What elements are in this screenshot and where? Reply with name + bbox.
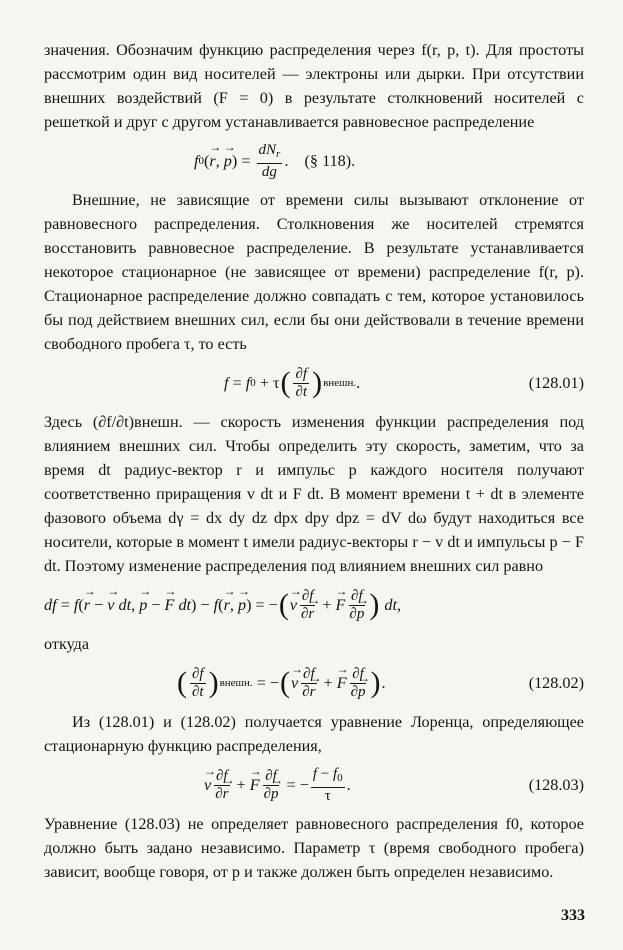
- equation-df: [44, 580, 584, 630]
- equation-f0-ref: (§ 118).: [304, 152, 356, 170]
- equation-128-03: [44, 760, 584, 810]
- paragraph-4: откуда: [44, 635, 90, 653]
- sub-ext-2: внешн.: [219, 677, 253, 689]
- paragraph-5: Из (128.01) и (128.02) получается уравнение Лоренца, определяющее стационарную функцию распределения,: [44, 713, 584, 755]
- equation-f0: [44, 136, 584, 186]
- equation-f0-body: f 0 ( → r , → p ) = $\frac{dN_r}{dg}$ . (§ 118).: [194, 142, 355, 181]
- page-number: 333: [561, 907, 585, 924]
- equation-df-body: df = f ( → r − → v dt , → p − → F dt ) − f ( → r , → p ) = − ( → v $\frac{\partial f}{\partial\to r}$ + → F $\frac{\partial f}{\partial\to p}$ ) dt ,: [44, 588, 401, 623]
- equation-128-01-body: f = f 0 + τ ( $\frac{\partial f}{\partial t}$ ) внешн. .: [224, 365, 361, 400]
- equation-128-03-body: → v $\frac{\partial f}{\partial\to r}$ + → F $\frac{\partial f}{\partial\to p}$ = − $\frac{f - f_0}{\tau}$ .: [204, 766, 351, 805]
- equation-128-01: [44, 358, 584, 408]
- sub-ext-1: внешн.: [323, 377, 357, 389]
- equation-128-02: [44, 658, 584, 708]
- equation-number-128-03: (128.03): [528, 776, 584, 794]
- page-content: [44, 38, 584, 884]
- paragraph-2: Внешние, не зависящие от времени силы вызывают отклонение от равновесного распределения. Столкновения же носителей стремятся восстановить равновесное распределение. В результате устанавливается некоторое стационарное (не зависящее от времени) распределение f(r, p). Стационарное распределение должно совпадать с тем, которое установилось бы под действием внешних сил, если бы они действовали в течение времени свободного пробега τ, то есть: [44, 191, 584, 353]
- equation-128-02-body: ( $\frac{\partial f}{\partial t}$ ) внешн. = − ( → v $\frac{\partial f}{\partial\to r}$ + → F $\frac{\partial f}{\partial\to p}$ ) .: [176, 666, 386, 701]
- paragraph-3: Здесь (∂f/∂t)внешн. — скорость изменения функции распределения под влиянием внешних сил. Чтобы определить эту скорость, заметим, что за время dt радиус-вектор r и импульс p каждого носителя получают соответственно приращения v dt и F dt. В момент времени t + dt в элементе фазового объема dγ = dx dy dz dpx dpy dpz = dV dω будут находиться все носители, которые в момент t имели радиус-векторы r − v dt и импульсы p − F dt. Поэтому изменение распределения под влиянием внешних сил равно: [44, 413, 584, 575]
- equation-number-128-01: (128.01): [528, 374, 584, 392]
- paragraph-1: значения. Обозначим функцию распределения через f(r, p, t). Для простоты рассмотрим один вид носителей — электроны или дырки. При отсутствии внешних воздействий (F = 0) в результате столкновений носителей с решеткой и друг с другом устанавливается равновесное распределение: [44, 41, 584, 131]
- paragraph-6: Уравнение (128.03) не определяет равновесного распределения f0, которое должно быть задано независимо. Параметр τ (время свободного пробега) зависит, вообще говоря, от p и также должен быть определен независимо.: [44, 815, 584, 881]
- equation-number-128-02: (128.02): [528, 674, 584, 692]
